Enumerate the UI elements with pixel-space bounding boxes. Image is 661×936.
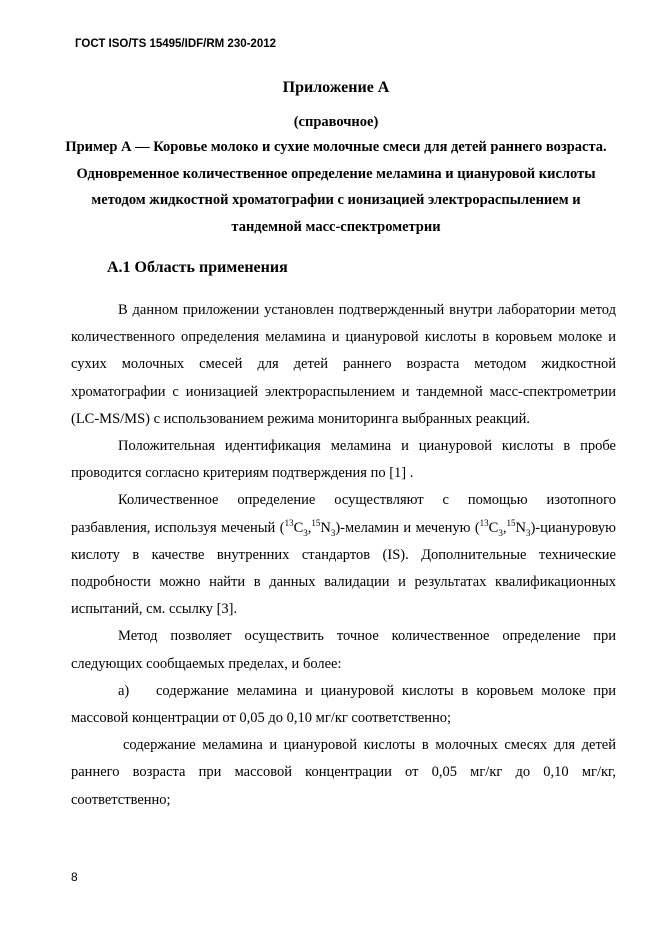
- isotope-mass-n: 15: [311, 517, 321, 528]
- paragraph-quantification: [71, 487, 616, 623]
- isotope-mass-n: 15: [506, 517, 516, 528]
- list-item-a-text: содержание меламина и циануровой кислоты в коровьем молоке при массовой концентрации от 0,05 до 0,10 мг/кг соответственно;: [71, 682, 616, 727]
- element-c: C: [293, 519, 304, 536]
- element-n: N: [320, 519, 331, 536]
- isotope-separator: ,: [307, 519, 312, 536]
- paragraph-identification: Положительная идентификация меламина и циануровой кислоты в пробе проводится согласно критериям подтверждения по [1] .: [71, 438, 616, 482]
- list-marker-a: а): [118, 682, 130, 699]
- infant-formula-text: содержание меламина и циануровой кислоты в молочных смесях для детей раннего возраста при массовой концентрации от 0,05 мг/кг до 0,10 мг/кг, соответственно;: [71, 737, 616, 808]
- quantification-text-2: )-меламин и меченую (: [335, 519, 480, 536]
- section-heading: А.1 Область применения: [107, 259, 288, 276]
- subscript-n: 3: [525, 527, 531, 538]
- list-item-a: [71, 678, 616, 732]
- subscript-c: 3: [303, 527, 308, 538]
- quantification-text-3: )-циануровую кислоту в качестве внутренних стандартов (IS). Дополнительные технические подробности можно найти в данных валидации и результатах квалификационных испытаний, см. ссылку [3].: [71, 519, 617, 618]
- example-title: Пример А — Коровье молоко и сухие молочные смеси для детей раннего возраста. Одновременное количественное определение меламина и циануровой кислоты методом жидкостной хроматографии с ионизацией электрораспылением и тандемной масс-спектрометрии: [65, 139, 607, 235]
- appendix-title: Приложение А: [282, 79, 390, 96]
- isotope-mass-c: 13: [479, 517, 489, 528]
- isotope-separator: ,: [502, 519, 507, 536]
- element-n: N: [515, 519, 526, 536]
- subscript-n: 3: [330, 527, 336, 538]
- element-c: C: [488, 519, 499, 536]
- paragraph-scope: В данном приложении установлен подтвержденный внутри лаборатории метод количественного определения меламина и циануровой кислоты в коровьем молоке и сухих молочных смесей для детей раннего возраста методом жидкостной хроматографии с ионизацией электрораспылением и тандемной масс-спектрометрии (LC-MS/MS) с использованием режима мониторинга выбранных реакций.: [71, 302, 616, 427]
- quantification-text-1: Количественное определение осуществляют с помощью изотопного разбавления, используя меченый (: [71, 492, 616, 536]
- body-text: [71, 297, 616, 814]
- isotope-mass-c: 13: [284, 517, 294, 528]
- standard-header: ГОСТ ISO/TS 15495/IDF/RM 230-2012: [75, 38, 277, 50]
- appendix-subtitle: (справочное): [293, 114, 379, 130]
- paragraph-infant-formula: [71, 732, 616, 814]
- paragraph-limits: Метод позволяет осуществить точное количественное определение при следующих сообщаемых пределах, и более:: [71, 628, 616, 672]
- subscript-c: 3: [498, 527, 503, 538]
- page-number: 8: [71, 870, 78, 884]
